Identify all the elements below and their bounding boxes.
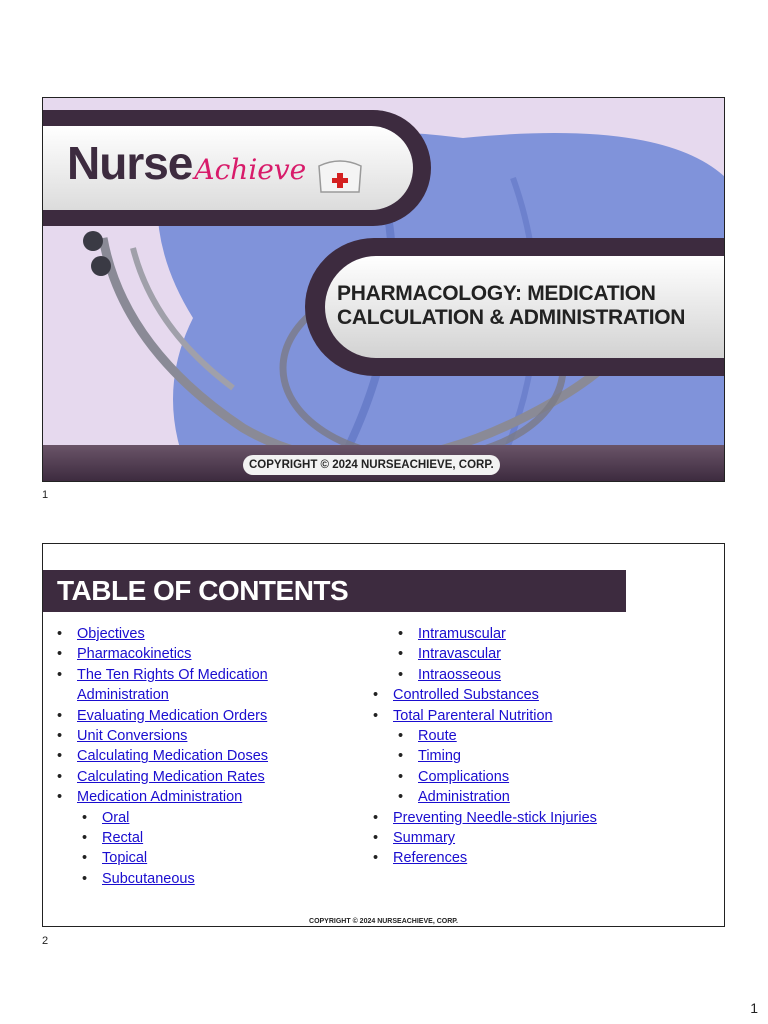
list-item [57, 665, 357, 706]
toc-header-bar [43, 570, 626, 612]
toc-link[interactable]: Objectives [77, 626, 145, 642]
toc-link[interactable]: References [393, 850, 468, 867]
list-item [373, 848, 673, 868]
toc-link[interactable]: Calculating Medication Doses [77, 748, 269, 765]
toc-link[interactable]: Medication Administration [77, 789, 243, 806]
nurse-cap-icon [315, 156, 365, 196]
logo-nurse-text: Nurse [67, 137, 193, 189]
toc-link[interactable]: Unit Conversions [77, 728, 188, 745]
toc-title: TABLE OF CONTENTS [57, 575, 349, 606]
slide-title-text [337, 282, 717, 330]
list-item [57, 644, 357, 664]
list-item [373, 706, 673, 726]
toc-link[interactable]: Summary [393, 830, 456, 847]
list-item [57, 808, 357, 828]
list-item [373, 624, 673, 644]
toc-link[interactable]: Intramuscular [418, 626, 506, 642]
list-item [57, 706, 357, 726]
list-item [57, 869, 357, 889]
list-item [373, 726, 673, 746]
list-item [373, 644, 673, 664]
logo-achieve-text: Achieve [194, 153, 307, 186]
toc-link[interactable]: Route [418, 728, 457, 745]
list-item [373, 746, 673, 766]
toc-link[interactable]: Administration [418, 789, 510, 806]
list-item [373, 787, 673, 807]
slide-table-of-contents [42, 543, 725, 927]
brand-logo [67, 136, 306, 196]
footer-band [43, 445, 724, 481]
list-item [373, 828, 673, 848]
slide-number: 1 [42, 489, 49, 501]
toc-link[interactable]: Intraosseous [418, 666, 502, 683]
toc-link[interactable]: Controlled Substances [393, 687, 539, 704]
toc-link[interactable]: Topical [102, 850, 148, 867]
toc-link[interactable]: Intravascular [418, 646, 502, 663]
toc-link[interactable]: The Ten Rights Of Medication Administration [77, 666, 268, 704]
toc-link[interactable]: Preventing Needle-stick Injuries [393, 809, 597, 826]
toc-link[interactable]: Evaluating Medication Orders [77, 707, 268, 724]
toc-link[interactable]: Total Parenteral Nutrition [393, 707, 553, 724]
copyright-notice: COPYRIGHT © 2024 NURSEACHIEVE, CORP. [243, 455, 500, 475]
toc-link[interactable]: Timing [418, 748, 461, 765]
list-item [373, 808, 673, 828]
page-number: 1 [750, 1000, 758, 1016]
list-item [57, 767, 357, 787]
title-line-1: PHARMACOLOGY: MEDICATION [337, 282, 656, 305]
list-item [57, 746, 357, 766]
toc-link[interactable]: Rectal [102, 830, 144, 847]
list-item [57, 848, 357, 868]
list-item [57, 624, 357, 644]
slide-number: 2 [42, 935, 49, 947]
toc-column-left [57, 624, 357, 889]
list-item [373, 767, 673, 787]
toc-link[interactable]: Complications [418, 768, 510, 785]
toc-link[interactable]: Calculating Medication Rates [77, 768, 265, 785]
title-line-2: CALCULATION & ADMINISTRATION [337, 306, 686, 329]
copyright-notice: COPYRIGHT © 2024 NURSEACHIEVE, CORP. [309, 918, 458, 925]
list-item [373, 665, 673, 685]
list-item [57, 828, 357, 848]
toc-link[interactable]: Pharmacokinetics [77, 646, 192, 663]
list-item [57, 726, 357, 746]
list-item [57, 787, 357, 807]
toc-link[interactable]: Oral [102, 809, 130, 826]
list-item [373, 685, 673, 705]
toc-link[interactable]: Subcutaneous [102, 870, 195, 887]
toc-column-right [373, 624, 673, 869]
slide-title [42, 97, 725, 482]
